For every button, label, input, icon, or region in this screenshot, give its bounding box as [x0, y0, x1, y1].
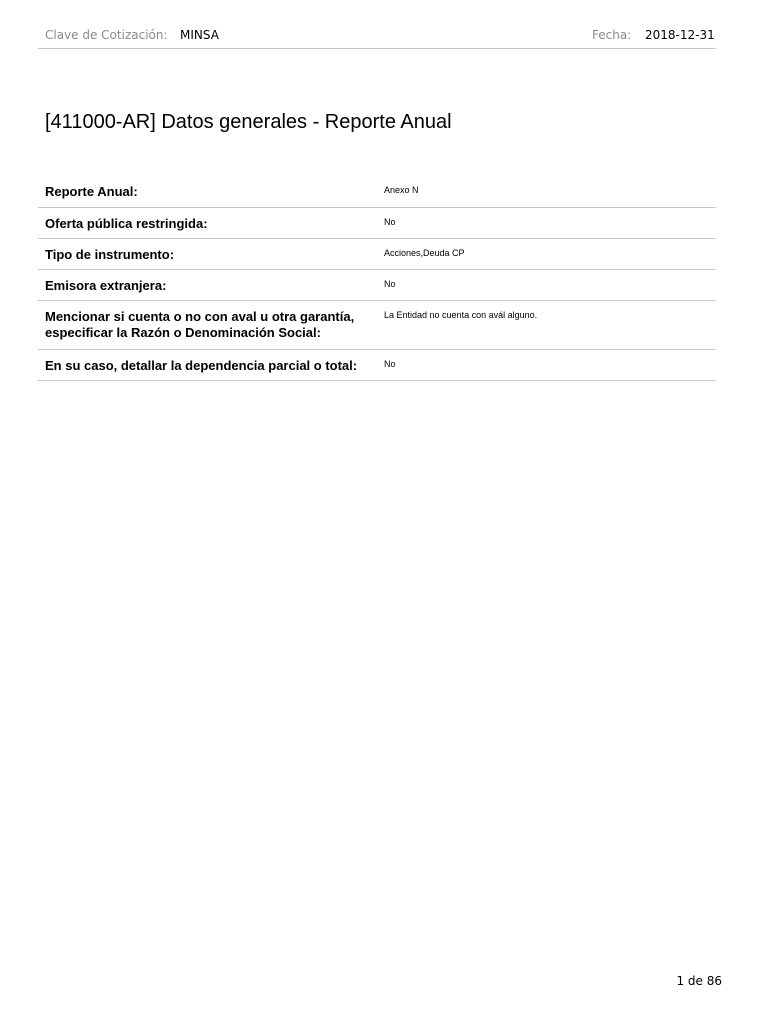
row-answer: No: [384, 217, 396, 227]
table-row: [38, 239, 716, 270]
row-answer: No: [384, 359, 396, 369]
row-question: Tipo de instrumento:: [45, 247, 175, 262]
row-answer: Acciones,Deuda CP: [384, 248, 465, 258]
table-row: [38, 208, 716, 239]
table-row: [38, 301, 716, 350]
row-question: En su caso, detallar la dependencia parcial o total:: [45, 358, 358, 373]
data-table: [38, 176, 716, 381]
row-answer: No: [384, 279, 396, 289]
row-answer: Anexo N: [384, 185, 419, 195]
fecha-label: Fecha:: [592, 28, 632, 42]
table-row: [38, 270, 716, 301]
page-header: [38, 22, 716, 49]
row-answer: La Entidad no cuenta con avál alguno.: [384, 310, 538, 320]
clave-label: Clave de Cotización:: [45, 28, 168, 42]
row-question: Reporte Anual:: [45, 184, 138, 199]
clave-value: MINSA: [180, 28, 219, 42]
table-row: [38, 350, 716, 381]
table-row: [38, 176, 716, 208]
row-question: Emisora extranjera:: [45, 278, 167, 293]
row-question: Oferta pública restringida:: [45, 216, 208, 231]
fecha-value: 2018-12-31: [645, 28, 715, 42]
page-title: [411000-AR] Datos generales - Reporte Anual: [45, 111, 452, 133]
page-number: 1 de 86: [676, 974, 722, 988]
row-question: Mencionar si cuenta o no con aval u otra garantía, especificar la Razón o Denominación Social:: [45, 309, 355, 340]
